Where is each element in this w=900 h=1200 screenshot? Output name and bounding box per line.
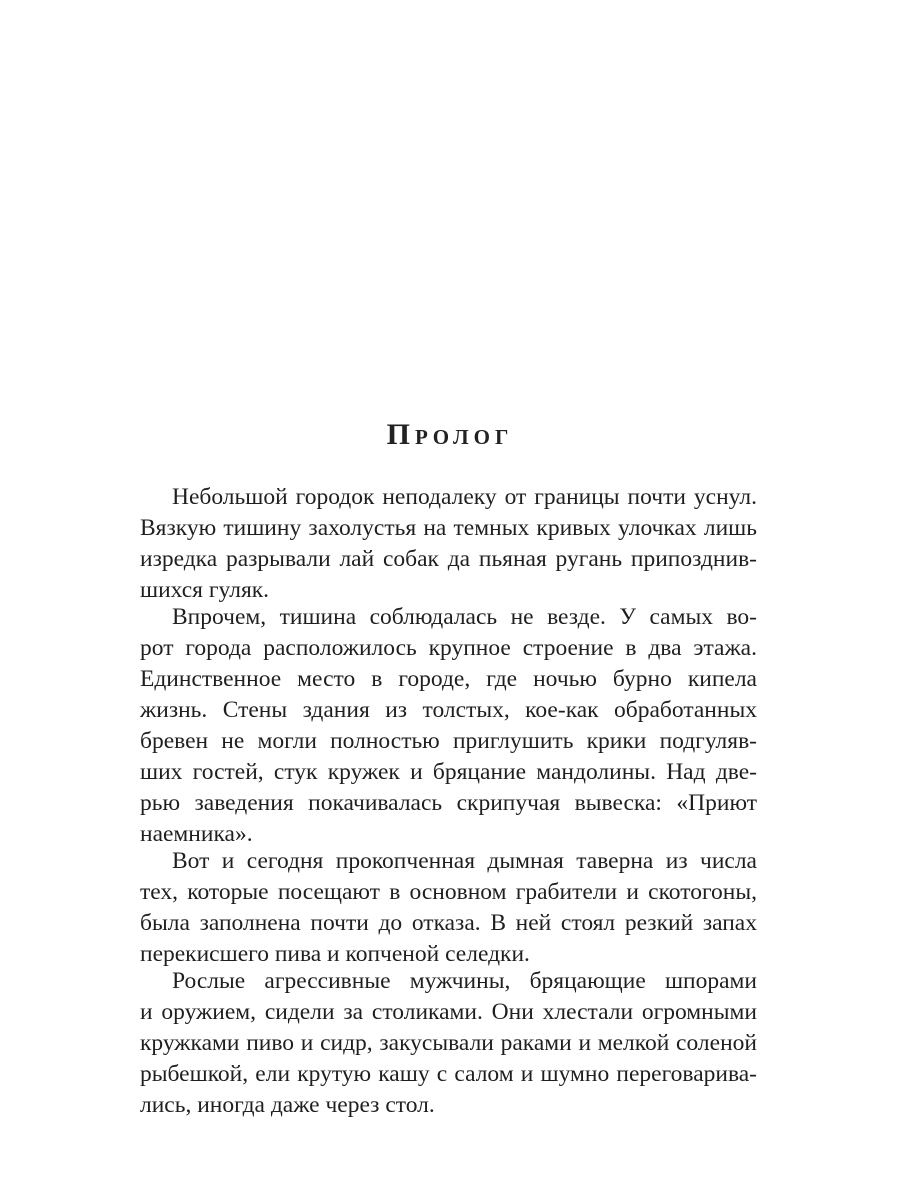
text-line: кружками пиво и сидр, закусывали раками и мелкой соленой — [140, 1030, 757, 1056]
text-line: жизнь. Стены здания из толстых, кое-как обработанных — [140, 697, 757, 723]
text-line: Рослые агрессивные мужчины, бряцающие шпорами — [172, 968, 757, 994]
text-line: рью заведения покачивалась скрипучая вывеска: «Приют — [140, 790, 757, 816]
text-line: Вот и сегодня прокопченная дымная таверна из числа — [172, 848, 757, 874]
chapter-title: Пролог — [386, 418, 514, 451]
text-line: Впрочем, тишина соблюдалась не везде. У самых во- — [172, 604, 757, 630]
text-line: ших гостей, стук кружек и бряцание мандолины. Над две- — [140, 759, 757, 785]
text-line: рот города расположилось крупное строение в два этажа. — [140, 635, 757, 661]
text-line: и оружием, сидели за столиками. Они хлестали огромными — [140, 999, 757, 1025]
text-line: перекисшего пива и копченой селедки. — [140, 941, 530, 967]
text-line: наемника». — [140, 821, 253, 847]
text-line: была заполнена почти до отказа. В ней стоял резкий запах — [140, 910, 757, 936]
text-line: рыбешкой, ели крутую кашу с салом и шумно переговарива- — [140, 1061, 757, 1087]
text-line: Небольшой городок неподалеку от границы почти уснул. — [172, 484, 757, 510]
text-line: Вязкую тишину захолустья на темных кривых улочках лишь — [140, 515, 757, 541]
text-line: шихся гуляк. — [140, 577, 270, 603]
text-line: тех, которые посещают в основном грабители и скотогоны, — [140, 879, 757, 905]
text-line: лись, иногда даже через стол. — [140, 1092, 435, 1118]
text-line: бревен не могли полностью приглушить крики подгуляв- — [140, 728, 757, 754]
text-line: изредка разрывали лай собак да пьяная ругань припозднив- — [140, 546, 757, 572]
text-line: Единственное место в городе, где ночью бурно кипела — [140, 666, 757, 692]
